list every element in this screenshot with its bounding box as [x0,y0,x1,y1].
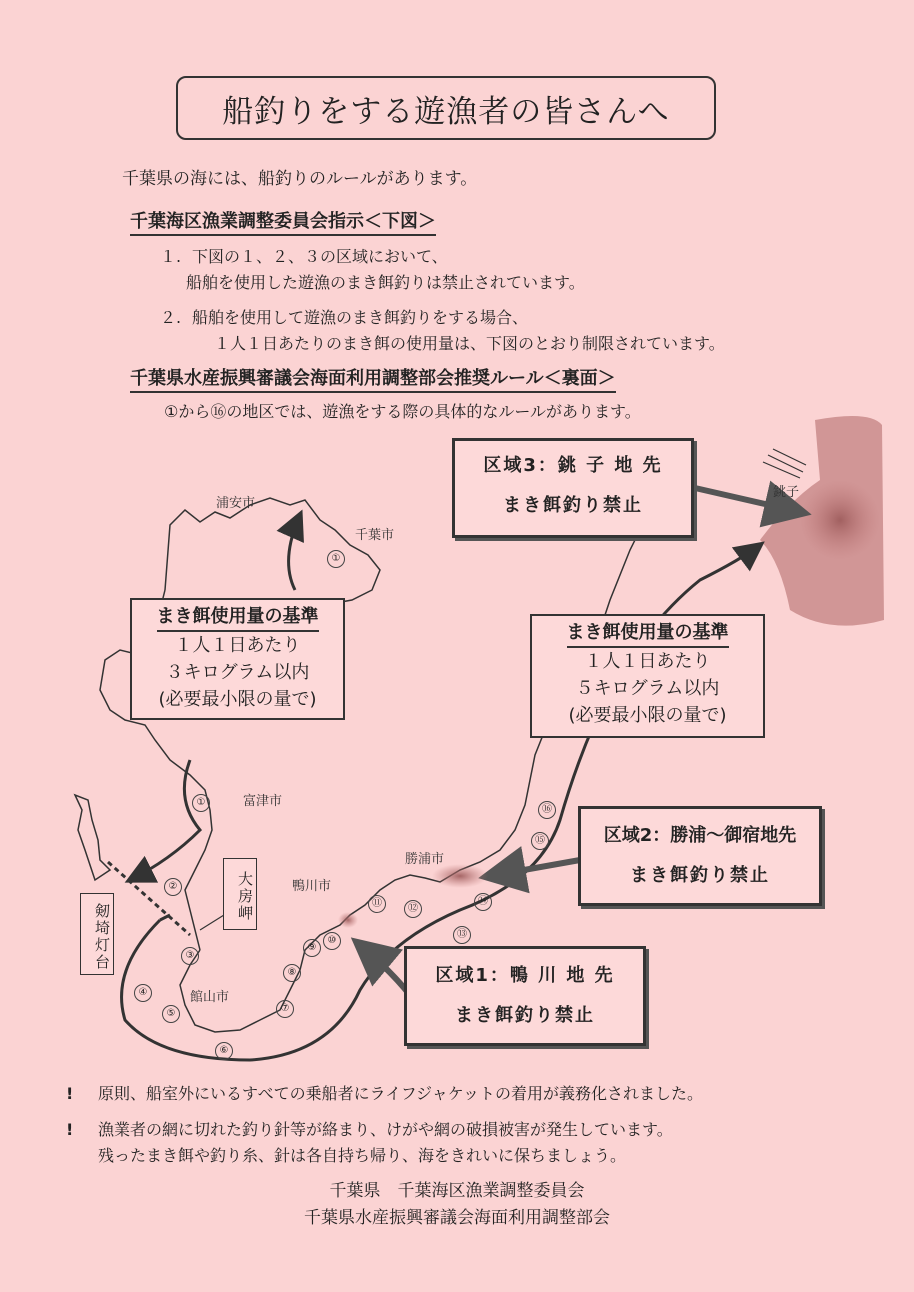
footer-line2: 千葉県水産振興審議会海面利用調整部会 [304,1208,610,1228]
section2-heading: 千葉県水産振興審議会海面利用調整部会推奨ルール＜裏面＞ [130,364,616,393]
item1-line2: 船舶を使用した遊漁のまき餌釣りは禁止されています。 [186,273,585,292]
bait-standard-right [530,614,765,738]
item1-number: １. [160,247,182,266]
notice2-line1: 漁業者の網に切れた釣り針等が絡まり、けがや網の破損被害が発生しています。 [98,1120,673,1139]
label-futtsu: 富津市 [243,794,283,809]
label-chiba: 千葉市 [355,528,395,543]
label-urayasu: 浦安市 [216,496,256,511]
point-marker: ⑩ [323,932,341,950]
zone3-rule: まき餌釣り禁止 [503,495,643,516]
point-marker: ⑤ [162,1005,180,1023]
point-marker: ⑥ [215,1042,233,1060]
label-choshi: 銚子 [773,485,800,500]
bait-left-heading: まき餌使用量の基準 [157,604,319,632]
zone1-rule: まき餌釣り禁止 [455,1005,595,1026]
point-marker: ⑬ [453,926,471,944]
item2-number: ２. [160,308,182,327]
item2-line1: 船舶を使用して遊漁のまき餌釣りをする場合、 [192,308,529,327]
miura-coast [75,795,110,880]
section1-heading: 千葉海区漁業調整委員会指示＜下図＞ [130,207,436,236]
intro-text: 千葉県の海には、船釣りのルールがあります。 [122,169,478,189]
bait-standard-left [130,598,345,720]
point-marker: ① [327,550,345,568]
bait-right-heading: まき餌使用量の基準 [567,620,729,648]
notice1-mark: ! [66,1084,74,1103]
page-title: 船釣りをする遊漁者の皆さんへ [176,76,716,140]
bait-left-line1: １人１日あたり [174,635,301,656]
point-marker: ⑧ [283,964,301,982]
zone2-box [578,806,822,906]
bait-left-line3: (必要最小限の量で) [158,689,317,710]
label-lighthouse: 剱埼灯台 [80,893,114,975]
label-cape: 大房岬 [223,858,257,930]
section2-text: ①から⑯の地区では、遊漁をする際の具体的なルールがあります。 [164,402,641,421]
point-marker: ⑭ [474,893,492,911]
zone1-title: 区域1：鴨 川 地 先 [435,965,615,986]
zone3-title: 区域3：銚 子 地 先 [483,455,663,476]
point-marker: ⑦ [276,1000,294,1018]
item1-line1: 下図の１、２、３の区域において、 [192,247,448,266]
point-marker: ④ [134,984,152,1002]
label-tateyama: 館山市 [190,990,230,1005]
item2-line2: １人１日あたりのまき餌の使用量は、下図のとおり制限されています。 [214,334,725,353]
zone2-title: 区域2：勝浦〜御宿地先 [603,825,797,846]
bait-right-line1: １人１日あたり [584,651,711,672]
point-marker: ② [164,878,182,896]
notice2-line2: 残ったまき餌や釣り糸、針は各自持ち帰り、海をきれいに保ちましょう。 [98,1146,627,1165]
point-marker: ③ [181,947,199,965]
point-marker: ⑨ [303,939,321,957]
label-katsuura: 勝浦市 [405,852,445,867]
zone2-rule: まき餌釣り禁止 [630,865,770,886]
point-marker: ① [192,794,210,812]
zone1-arrow [360,945,410,995]
route-north [289,515,300,590]
point-marker: ⑮ [531,832,549,850]
boundary-dotted [108,862,190,935]
bait-right-line2: ５キログラム以内 [575,678,720,699]
notice2-mark: ! [66,1120,74,1139]
label-kamogawa: 鴨川市 [292,879,332,894]
point-marker: ⑯ [538,801,556,819]
point-marker: ⑪ [368,895,386,913]
footer-line1: 千葉県 千葉海区漁業調整委員会 [329,1181,585,1201]
route-west [130,760,200,880]
bait-left-line2: ３キログラム以内 [165,662,310,683]
point-marker: ⑫ [404,900,422,918]
bait-right-line3: (必要最小限の量で) [568,705,727,726]
notice1-text: 原則、船室外にいるすべての乗船者にライフジャケットの着用が義務化されました。 [98,1084,703,1103]
zone3-box [452,438,694,538]
zone1-box [404,946,646,1046]
